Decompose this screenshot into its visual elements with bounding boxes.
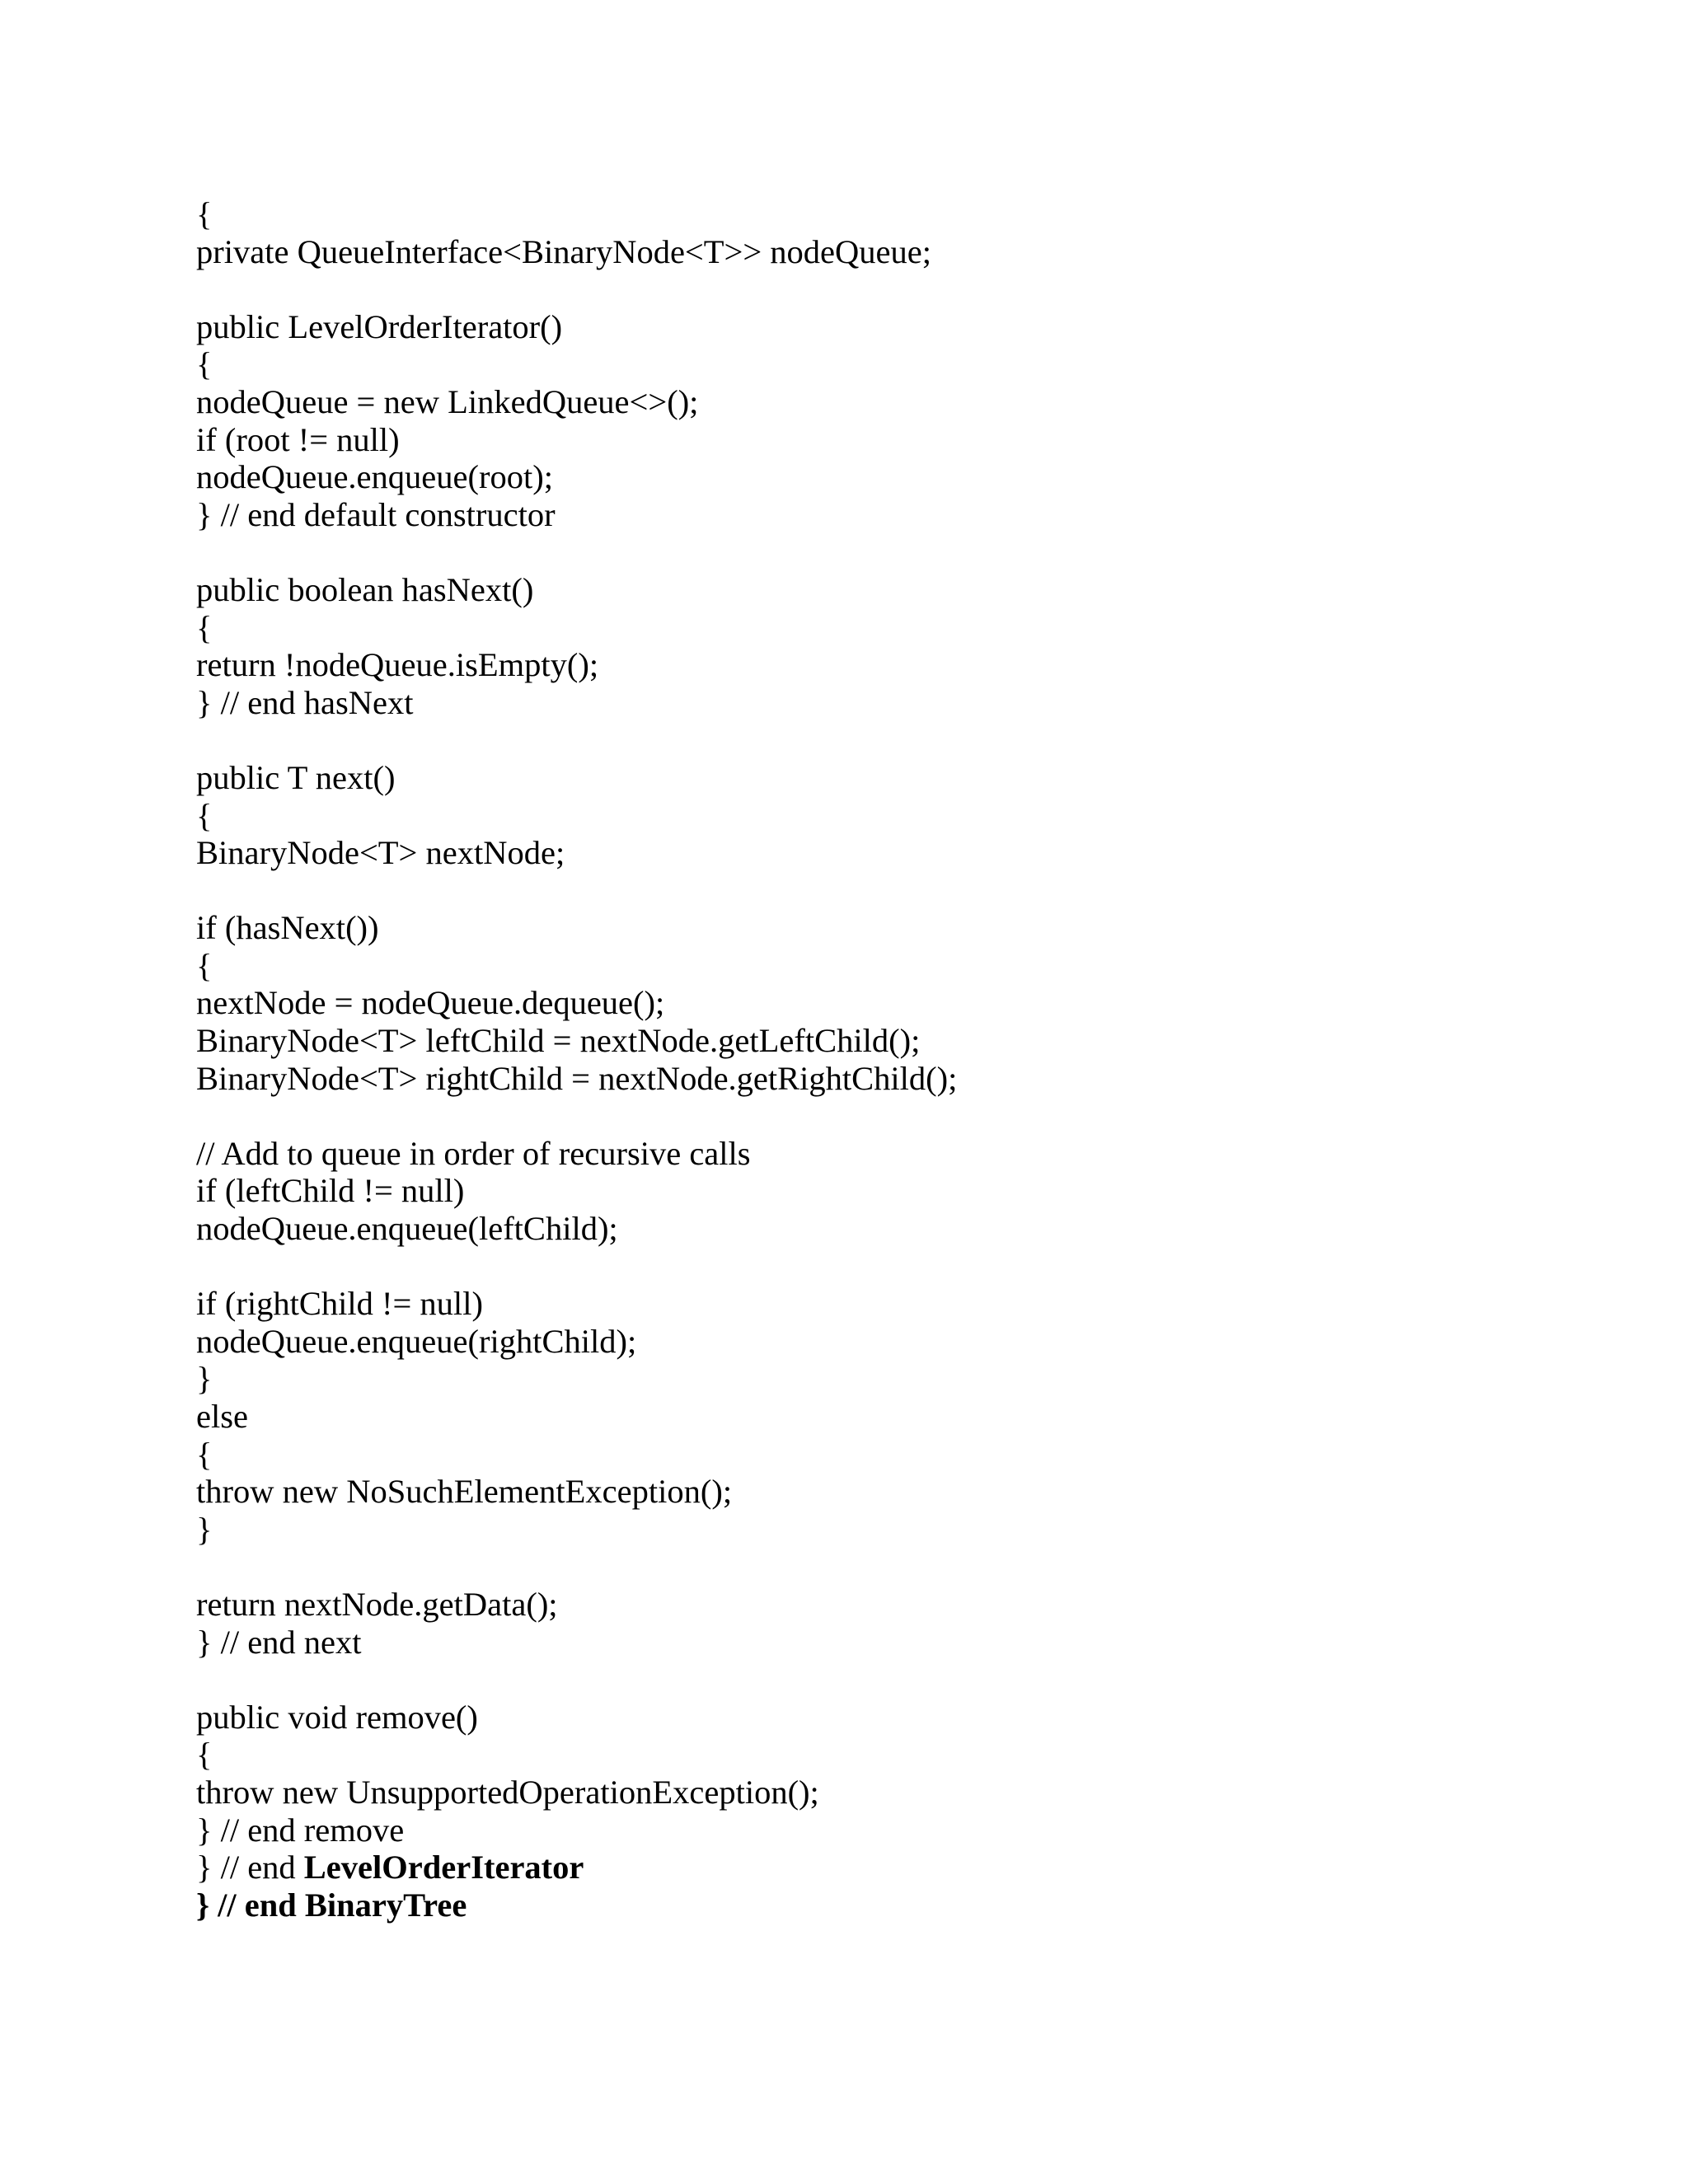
code-line (196, 721, 1639, 759)
code-line (196, 797, 1639, 835)
code-line (196, 759, 1639, 797)
code-line (196, 947, 1639, 985)
code-line (196, 1886, 1639, 1924)
code-text: } // end remove (196, 1811, 405, 1849)
code-line (196, 421, 1639, 459)
code-line (196, 1736, 1639, 1774)
code-text: if (leftChild != null) (196, 1172, 465, 1210)
code-text: nodeQueue.enqueue(rightChild); (196, 1322, 637, 1360)
code-line (196, 1511, 1639, 1549)
code-text: public void remove() (196, 1698, 478, 1736)
code-line (196, 1661, 1639, 1699)
code-line (196, 1849, 1639, 1886)
code-line (196, 1323, 1639, 1361)
code-line (196, 684, 1639, 722)
code-text: { (196, 1435, 213, 1473)
code-line (196, 496, 1639, 534)
code-text: // Add to queue in order of recursive calls (196, 1134, 751, 1172)
code-text: nodeQueue.enqueue(root); (196, 458, 553, 496)
code-line (196, 1097, 1639, 1135)
code-line (196, 1774, 1639, 1811)
code-line (196, 1624, 1639, 1661)
code-line (196, 1811, 1639, 1849)
code-line (196, 1285, 1639, 1323)
code-text-bold: } // end BinaryTree (196, 1886, 467, 1924)
code-line (196, 1473, 1639, 1511)
code-line (196, 1436, 1639, 1474)
code-text: private QueueInterface<BinaryNode<T>> nodeQueue; (196, 232, 931, 270)
code-line (196, 984, 1639, 1022)
code-text: return !nodeQueue.isEmpty(); (196, 646, 599, 684)
code-line (196, 1586, 1639, 1624)
code-text: } (196, 1360, 213, 1398)
code-text: { (196, 796, 213, 834)
code-line (196, 1172, 1639, 1210)
code-line (196, 646, 1639, 684)
code-text: { (196, 195, 213, 232)
code-text: throw new NoSuchElementException(); (196, 1473, 733, 1511)
code-line (196, 345, 1639, 383)
code-line (196, 1398, 1639, 1436)
code-text-bold: LevelOrderIterator (303, 1849, 584, 1886)
code-line (196, 1022, 1639, 1060)
code-line (196, 270, 1639, 308)
code-text: } // end hasNext (196, 683, 414, 721)
code-text: BinaryNode<T> rightChild = nextNode.getRightChild(); (196, 1059, 958, 1097)
code-text: return nextNode.getData(); (196, 1585, 558, 1623)
code-text: BinaryNode<T> leftChild = nextNode.getLeftChild(); (196, 1022, 921, 1060)
code-text: else (196, 1398, 248, 1435)
code-line (196, 383, 1639, 421)
code-line (196, 233, 1639, 271)
code-text: } // end default constructor (196, 495, 556, 533)
code-line (196, 1248, 1639, 1286)
code-text: { (196, 1736, 213, 1774)
code-text: { (196, 946, 213, 984)
code-line (196, 1699, 1639, 1736)
code-line (196, 872, 1639, 910)
code-text: { (196, 345, 213, 383)
code-line (196, 1060, 1639, 1098)
code-line (196, 834, 1639, 872)
code-line (196, 1210, 1639, 1248)
code-text: public LevelOrderIterator() (196, 307, 563, 345)
code-line (196, 909, 1639, 947)
code-text: } // end next (196, 1623, 362, 1661)
code-text: nextNode = nodeQueue.dequeue(); (196, 984, 665, 1022)
code-line (196, 308, 1639, 346)
code-text: BinaryNode<T> nextNode; (196, 834, 565, 872)
code-text: nodeQueue = new LinkedQueue<>(); (196, 382, 699, 420)
code-line (196, 609, 1639, 647)
code-line (196, 1548, 1639, 1586)
code-text: public T next() (196, 758, 396, 796)
code-line (196, 458, 1639, 496)
code-line (196, 195, 1639, 233)
code-text: public boolean hasNext() (196, 570, 534, 608)
code-text: } (196, 1510, 213, 1548)
code-line (196, 1360, 1639, 1398)
code-listing (196, 195, 1639, 1924)
code-text: if (hasNext()) (196, 909, 379, 947)
code-text: if (root != null) (196, 420, 400, 458)
code-line (196, 533, 1639, 571)
code-line (196, 1135, 1639, 1173)
code-text: { (196, 608, 213, 646)
code-text: nodeQueue.enqueue(leftChild); (196, 1210, 618, 1248)
code-text: } // end (196, 1849, 304, 1886)
code-text: throw new UnsupportedOperationException(); (196, 1773, 819, 1811)
code-line (196, 571, 1639, 609)
code-text: if (rightChild != null) (196, 1285, 483, 1323)
